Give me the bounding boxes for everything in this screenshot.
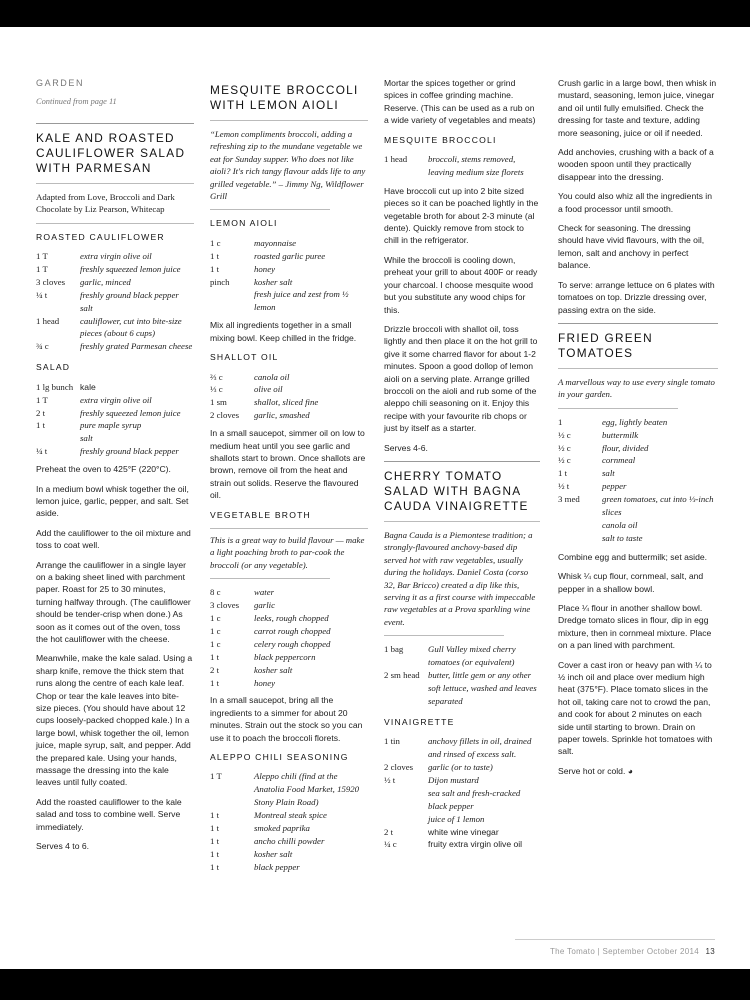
column-1 [36, 77, 194, 860]
ingredient-name: white wine vinegar [428, 826, 499, 837]
ingredient-row [384, 774, 540, 787]
ingredient-quantity: 1 t [210, 823, 220, 834]
ingredient-quantity: ¼ t [36, 446, 48, 457]
ingredient-row [36, 419, 194, 432]
ingredient-row [210, 677, 368, 690]
ingredient-quantity: ½ t [558, 481, 570, 492]
divider [384, 521, 540, 522]
method-paragraph: In a small saucepot, simmer oil on low to medium heat until you see garlic and shallots start to brown. Once shallots are brown, remove oil from the heat and strain out solids. Reserve the flavoured oil. [210, 428, 366, 501]
ingredient-list [558, 416, 718, 545]
ingredient-quantity: 1 t [210, 848, 220, 859]
ingredient-quantity: 2 t [384, 826, 394, 837]
ingredient-row [36, 250, 194, 263]
ingredient-row [210, 263, 368, 276]
ingredient-name: flour, divided [602, 442, 649, 453]
ingredient-subhead: SALAD [36, 362, 71, 373]
ingredient-quantity: 1 T [36, 394, 48, 405]
ingredient-quantity: 1 T [210, 771, 222, 782]
ingredient-row [210, 586, 368, 599]
page-number: 13 [705, 947, 715, 956]
ingredient-list [210, 237, 368, 314]
divider [210, 578, 330, 579]
ingredient-row [210, 835, 368, 848]
ingredient-quantity: 1 t [210, 810, 220, 821]
ingredient-quantity: 2 cloves [384, 761, 414, 772]
ingredient-name: freshly ground black pepper [80, 446, 179, 457]
ingredient-quantity: 1 lg bunch [36, 381, 74, 392]
method-paragraph: Whisk ¼ cup flour, cornmeal, salt, and pepper in a shallow bowl. [558, 571, 704, 594]
ingredient-quantity: ½ c [558, 455, 571, 466]
ingredient-row [210, 638, 368, 651]
ingredient-name: mayonnaise [254, 237, 297, 248]
ingredient-name: kale [80, 381, 96, 392]
divider [36, 223, 194, 224]
recipe-title: FRIED GREEN TOMATOES [558, 330, 653, 360]
ingredient-quantity: ¼ c [384, 839, 397, 850]
ingredient-row [558, 493, 718, 519]
method-paragraph: To serve: arrange lettuce on 6 plates with tomatoes on top. Drizzle dressing over, passing extra on the side. [558, 279, 715, 315]
ingredient-subhead: VINAIGRETTE [384, 716, 455, 727]
ingredient-name: ancho chilli powder [254, 836, 325, 846]
method-paragraph: You could also whiz all the ingredients in a food processor until smooth. [558, 191, 712, 214]
ingredient-quantity [36, 302, 80, 315]
ingredient-subhead: VEGETABLE BROTH [210, 509, 311, 520]
ingredient-name: freshly squeezed lemon juice [80, 263, 181, 274]
divider [384, 461, 540, 462]
ingredient-name: Aleppo chili (find at the Anatolia Food Market, 15920 Stony Plain Road) [254, 771, 360, 808]
ingredient-quantity: 1 [558, 416, 563, 427]
divider [558, 368, 718, 369]
ingredient-quantity: ¾ c [36, 341, 49, 352]
ingredient-name: Gull Valley mixed cherry tomatoes (or equivalent) [428, 644, 516, 668]
ingredient-quantity: 1 t [210, 677, 220, 688]
ingredient-quantity: ½ t [384, 774, 396, 785]
column-3 [384, 77, 540, 851]
ingredient-quantity: 1 T [36, 263, 48, 274]
ingredient-name: honey [254, 263, 276, 274]
ingredient-quantity: 1 T [36, 251, 48, 262]
ingredient-name: sea salt and fresh-cracked black pepper [428, 787, 521, 811]
method-paragraph: Mortar the spices together or grind spices in coffee grinding machine. Reserve. (This can be used as a rub on a wide variety of vegetables and meats) [384, 78, 536, 126]
ingredient-list [210, 371, 368, 423]
ingredient-row [558, 416, 718, 429]
ingredient-name: celery rough chopped [254, 638, 331, 649]
ingredient-row [384, 761, 540, 774]
ingredient-name: kosher salt [254, 664, 293, 675]
ingredient-row [210, 237, 368, 250]
ingredient-name: pepper [602, 481, 627, 492]
ingredient-quantity [558, 519, 602, 532]
divider [558, 323, 718, 324]
ingredient-name: black peppercorn [254, 651, 316, 662]
ingredient-row [210, 651, 368, 664]
ingredient-row [36, 315, 194, 341]
ingredient-row [36, 340, 194, 353]
ingredient-quantity: 3 med [558, 494, 580, 505]
ingredient-row [210, 822, 368, 835]
ingredient-name: egg, lightly beaten [602, 416, 668, 427]
ingredient-list [36, 250, 194, 353]
ingredient-row [210, 396, 368, 409]
ingredient-row [210, 848, 368, 861]
ingredient-name: fruity extra virgin olive oil [428, 839, 523, 850]
method-paragraph: In a medium bowl whisk together the oil, lemon juice, garlic, pepper, and salt. Set aside. [36, 483, 189, 519]
ingredient-name: extra virgin olive oil [80, 394, 152, 405]
ingredient-row [36, 432, 194, 445]
ingredient-name: kosher salt [254, 848, 293, 859]
ingredient-name: roasted garlic puree [254, 250, 326, 261]
ingredient-quantity: 1 t [210, 263, 220, 274]
ingredient-name: extra virgin olive oil [80, 251, 152, 262]
method-paragraph: Add the roasted cauliflower to the kale salad and toss to combine well. Serve immediately. [36, 796, 182, 832]
ingredient-row [558, 480, 718, 493]
ingredient-quantity: 1 bag [384, 644, 404, 655]
ingredient-row [210, 383, 368, 396]
ingredient-row [210, 288, 368, 314]
ingredient-row [210, 612, 368, 625]
ingredient-row [558, 532, 718, 545]
ingredient-row [36, 289, 194, 302]
ingredient-quantity: 2 t [210, 664, 220, 675]
ingredient-quantity: 1 t [210, 250, 220, 261]
ingredient-row [36, 263, 194, 276]
ingredient-row [384, 813, 540, 826]
ingredient-name: carrot rough chopped [254, 625, 331, 636]
ingredient-subhead: SHALLOT OIL [210, 352, 279, 363]
recipe-title: CHERRY TOMATO SALAD WITH BAGNA CAUDA VINAIGRETTE [384, 468, 529, 513]
ingredient-name: broccoli, stems removed, leaving medium size florets [428, 154, 524, 177]
ingredient-row [384, 826, 540, 839]
ingredient-quantity: 1 c [210, 625, 221, 636]
ingredient-name: butter, little gem or any other soft lettuce, washed and leaves separated [428, 670, 537, 706]
recipe-title: MESQUITE BROCCOLI WITH LEMON AIOLI [210, 83, 359, 112]
ingredient-quantity: 1 t [210, 861, 220, 872]
method-paragraph: Serves 4 to 6. [36, 841, 90, 852]
ingredient-row [210, 770, 368, 809]
ingredient-list [384, 643, 540, 708]
ingredient-quantity: 2 t [36, 407, 46, 418]
method-paragraph: Crush garlic in a large bowl, then whisk in mustard, seasoning, lemon juice, vinegar and oil until fully emulsified. Check the dressing for taste and texture, adding more seasoning, juice or oil if needed. [558, 78, 717, 138]
ingredient-quantity: 1 c [210, 613, 221, 623]
ingredient-row [36, 407, 194, 420]
ingredient-list [384, 153, 540, 179]
ingredient-row [384, 643, 540, 669]
column-2 [210, 83, 368, 874]
ingredient-row [384, 669, 540, 708]
ingredient-name: honey [254, 677, 276, 688]
ingredient-name: black pepper [254, 861, 300, 872]
ingredient-name: water [254, 587, 275, 598]
ingredient-row [558, 519, 718, 532]
method-paragraph: Preheat the oven to 425°F (220°C). [36, 464, 171, 475]
ingredient-name: smoked paprika [254, 823, 310, 834]
ingredient-row [558, 442, 718, 455]
divider [210, 528, 368, 529]
ingredient-row [36, 381, 194, 394]
ingredient-row [210, 276, 368, 289]
ingredient-subhead: MESQUITE BROCCOLI [384, 134, 497, 145]
continued-note: Continued from page 11 [36, 97, 117, 107]
ingredient-row [36, 302, 194, 315]
ingredient-quantity [558, 532, 602, 545]
ingredient-quantity: 2 cloves [210, 410, 240, 421]
divider [384, 635, 504, 636]
method-paragraph: Arrange the cauliflower in a single layer on a baking sheet lined with parchment paper. Roast for 25 to 30 minutes, turning halfway through. (The cauliflower should be tender-crisp when done.) As soon as it comes out of the oven, toss the hot cauliflower with the cheese. [36, 559, 191, 644]
divider [36, 183, 194, 184]
ingredient-row [36, 394, 194, 407]
recipe-quote: “Lemon compliments broccoli, adding a refreshing zip to the mundane vegetable we eat for Sunday supper. Who does not like aioli? It's rich tangy flavour adds life to any grilled vegetable.” – Jimmy Ng, Wildflower Grill [210, 129, 366, 202]
method-paragraph: Meanwhile, make the kale salad. Using a sharp knife, remove the thick stem that runs along the centre of each kale leaf. Chop or tear the kale leaves into bite-size pieces. (You should have about 12 cups loosely-packed chopped kale.) In a large bowl, whisk together the oil, lemon juice, maple syrup, salt, and pepper. Add the prepared kale. Using your hands, massage the dressing into the kale leaves until fully coated. [36, 653, 193, 788]
ingredient-quantity [384, 813, 428, 826]
ingredient-name: garlic [254, 600, 276, 611]
ingredient-quantity: ½ c [558, 442, 571, 453]
magazine-page [0, 27, 750, 969]
ingredient-quantity: 3 cloves [210, 600, 240, 611]
ingredient-name: salt to taste [602, 532, 643, 543]
ingredient-name: canola oil [254, 371, 290, 382]
ingredient-row [210, 409, 368, 422]
footer-separator: | [597, 947, 603, 956]
ingredient-name: shallot, sliced fine [254, 397, 319, 408]
ingredient-name: cauliflower, cut into bite-size pieces (about 6 cups) [80, 315, 182, 339]
ingredient-subhead: ALEPPO CHILI SEASONING [210, 752, 349, 763]
ingredient-subhead: LEMON AIOLI [210, 218, 278, 229]
ingredient-quantity: 1 t [558, 468, 568, 479]
divider [558, 408, 678, 409]
method-paragraph: Add anchovies, crushing with a back of a wooden spoon until they practically disappear into the dressing. [558, 147, 714, 182]
method-paragraph: Check for seasoning. The dressing should have vivid flavours, with the oil, lemon, salt and anchovy in perfect balance. [558, 223, 705, 271]
ingredient-row [558, 454, 718, 467]
ingredient-row [210, 664, 368, 677]
ingredient-name: salt [602, 468, 615, 479]
ingredient-quantity: 1 tin [384, 736, 400, 747]
ingredient-row [384, 838, 540, 851]
ingredient-name: cornmeal [602, 455, 636, 466]
ingredient-quantity: 1 t [210, 651, 220, 662]
ingredient-quantity: 1 head [36, 315, 60, 326]
recipe-title: KALE AND ROASTED CAULIFLOWER SALAD WITH PARMESAN [36, 130, 186, 175]
ingredient-row [558, 467, 718, 480]
magazine-name: The Tomato [549, 947, 596, 956]
method-paragraph: Add the cauliflower to the oil mixture and toss to coat well. [36, 527, 191, 551]
ingredient-quantity: 1 c [210, 237, 221, 248]
ingredient-list [210, 586, 368, 689]
ingredient-quantity [384, 787, 428, 813]
ingredient-name: freshly ground black pepper [80, 289, 179, 300]
ingredient-quantity: 1 t [210, 836, 220, 846]
broth-intro: This is a great way to build flavour — make a light poaching broth to par-cook the broccoli (or any vegetable). [210, 534, 365, 570]
ingredient-quantity: ⅔ c [210, 371, 223, 382]
method-paragraph: Drizzle broccoli with shallot oil, toss lightly and then place it on the hot grill to give it some charred flavor for about 1-2 minutes. Spoon a good dollop of lemon aioli on a serving plate. Arrange grilled broccoli on the aioli and rub some of the aleppo chili seasoning on it. Enjoy this recipe with your favourite rib chops or just by itself as a starter. [384, 323, 538, 434]
ingredient-row [210, 861, 368, 874]
ingredient-quantity: pinch [210, 276, 230, 287]
method-paragraph: Serves 4-6. [384, 442, 428, 453]
ingredient-name: leeks, rough chopped [254, 613, 329, 623]
ingredient-row [210, 809, 368, 822]
ingredient-row [384, 787, 540, 813]
ingredient-list [210, 770, 368, 873]
ingredient-row [384, 153, 540, 179]
ingredient-name: fresh juice and zest from ½ lemon [254, 289, 349, 313]
ingredient-row [558, 429, 718, 442]
column-4 [558, 77, 718, 784]
ingredient-name: buttermilk [602, 429, 639, 440]
recipe-source: Adapted from Love, Broccoli and Dark Chocolate by Liz Pearson, Whitecap [36, 191, 175, 215]
ingredient-quantity: ¼ t [36, 289, 48, 300]
ingredient-quantity: ½ c [558, 429, 571, 440]
ingredient-name: canola oil [602, 519, 638, 530]
ingredient-row [384, 735, 540, 761]
method-paragraph: Serve hot or cold. ◕ [558, 765, 633, 776]
ingredient-name: salt [80, 433, 93, 444]
divider [210, 120, 368, 121]
divider [36, 123, 194, 124]
recipe-intro: Bagna Cauda is a Piemontese tradition; a strongly-flavoured anchovy-based dip served hot with raw vegetables, usually during the holidays. Daniel Costa (corso 32, Bar Bricco) created a dip like this, serving it as a first course with impeccable raw vegetables at a Prova sparkling wine event. [384, 529, 536, 627]
ingredient-name: garlic (or to taste) [428, 761, 493, 772]
issue-date: September October 2014 [602, 947, 699, 956]
page-footer [515, 939, 715, 956]
ingredient-list [36, 381, 194, 458]
ingredient-row [210, 371, 368, 384]
ingredient-quantity: 3 cloves [36, 276, 66, 287]
method-paragraph: Place ¼ flour in another shallow bowl. Dredge tomato slices in flour, dip in egg mixture, then in cornmeal mixture. Place on a pan lined with parchment. [558, 603, 712, 651]
recipe-intro: A marvellous way to use every single tomato in your garden. [558, 376, 715, 400]
method-paragraph: Combine egg and buttermilk; set aside. [558, 551, 708, 562]
ingredient-quantity [36, 432, 80, 445]
method-paragraph: Cover a cast iron or heavy pan with ¼ to ½ inch oil and place over medium high heat (375°F). Place tomato slices in the hot oil, taking care not to crowd the pan, and cook for about 2 minutes on each side until starting to brown. Drain on paper towels. Sprinkle hot tomatoes with salt. [558, 659, 713, 757]
ingredient-quantity: 1 head [384, 154, 408, 165]
ingredient-quantity: 1 sm [210, 397, 227, 408]
divider [210, 209, 330, 210]
ingredient-name: green tomatoes, cut into ⅓-inch slices [602, 494, 714, 518]
method-paragraph: Have broccoli cut up into 2 bite sized pieces so it can be poached lightly in the vegetable broth for about 2-3 minute (al dente). Quickly remove from stock to chill in the refrigerator. [384, 185, 539, 246]
ingredient-name: olive oil [254, 384, 283, 395]
ingredient-name: garlic, minced [80, 276, 131, 287]
ingredient-row [36, 445, 194, 458]
ingredient-name: freshly squeezed lemon juice [80, 407, 181, 418]
ingredient-name: anchovy fillets in oil, drained and rinsed of excess salt. [428, 736, 532, 760]
ingredient-name: freshly grated Parmesan cheese [80, 341, 193, 352]
ingredient-row [210, 250, 368, 263]
method-paragraph: Mix all ingredients together in a small mixing bowl. Keep chilled in the fridge. [210, 320, 357, 343]
ingredient-row [36, 276, 194, 289]
ingredient-quantity: 8 c [210, 587, 221, 598]
ingredient-name: kosher salt [254, 276, 293, 287]
method-paragraph: In a small saucepot, bring all the ingredients to a simmer for about 20 minutes. Strain out the stock so you can use it to poach the broccoli florets. [210, 695, 363, 743]
ingredient-name: garlic, smashed [254, 410, 310, 421]
ingredient-quantity: ⅓ c [210, 384, 223, 395]
ingredient-row [210, 625, 368, 638]
ingredient-quantity [210, 288, 254, 314]
method-paragraph: While the broccoli is cooling down, preheat your grill to about 400F or ready your charcoal. I choose mesquite wood but you substitute any wood chips for this. [384, 254, 538, 315]
ingredient-list [384, 735, 540, 851]
ingredient-quantity: 1 c [210, 638, 221, 649]
ingredient-quantity: 1 t [36, 420, 46, 431]
ingredient-quantity: 2 sm head [384, 670, 420, 681]
ingredient-name: salt [80, 302, 93, 313]
ingredient-row [210, 599, 368, 612]
ingredient-subhead: ROASTED CAULIFLOWER [36, 231, 165, 242]
ingredient-name: Montreal steak spice [254, 810, 327, 821]
ingredient-name: Dijon mustard [428, 774, 479, 785]
section-tag: GARDEN [36, 78, 85, 88]
ingredient-name: pure maple syrup [80, 420, 142, 431]
ingredient-name: juice of 1 lemon [428, 813, 485, 824]
